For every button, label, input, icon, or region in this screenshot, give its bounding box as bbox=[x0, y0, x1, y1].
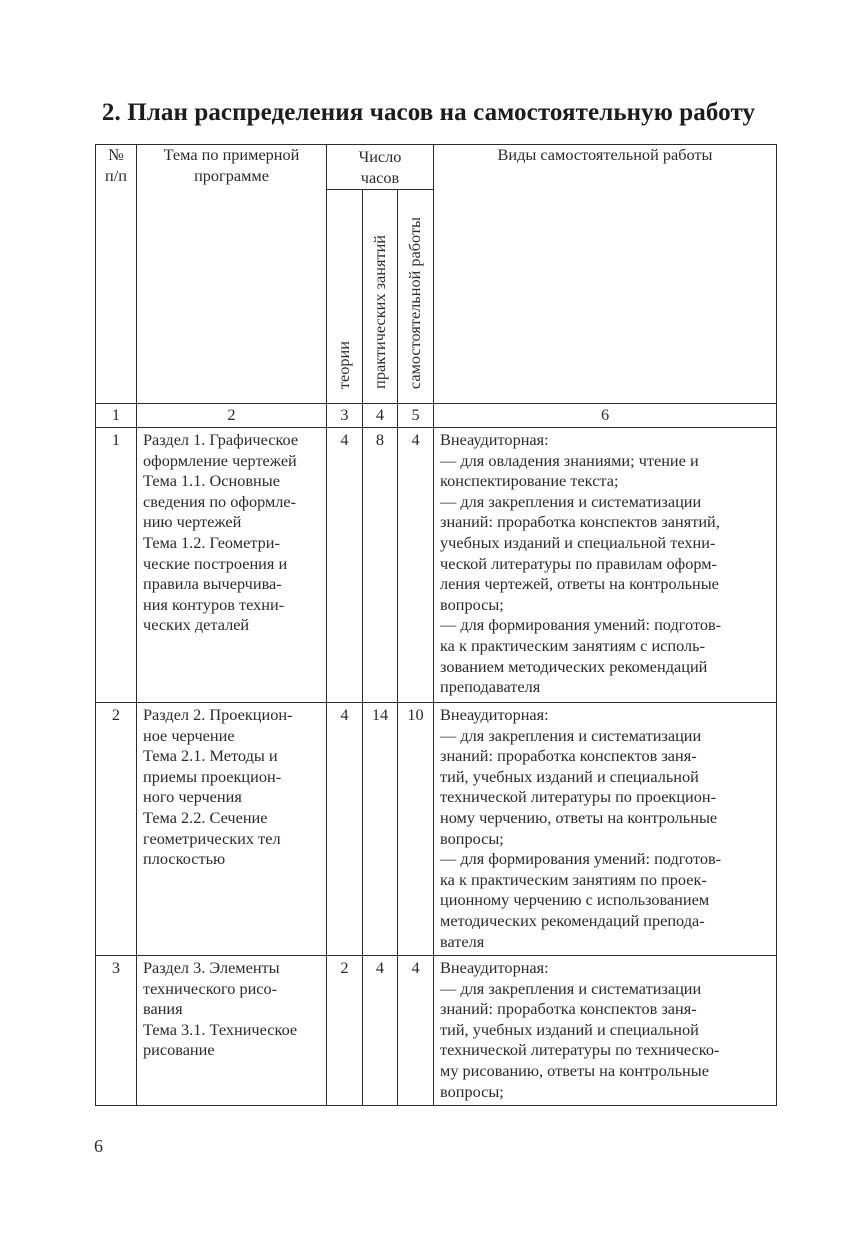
work-line: преподавателя bbox=[440, 677, 541, 697]
page-title: 2. План распределения часов на самостоятельную работу bbox=[101, 99, 756, 126]
header-hours-practice bbox=[363, 190, 398, 404]
topic-line: рисование bbox=[143, 1040, 215, 1060]
topic-line: Тема 3.1. Техническое bbox=[143, 1019, 298, 1039]
row-work-types bbox=[434, 956, 777, 1106]
hours-practice: 14 bbox=[363, 703, 398, 956]
topic-line: Тема 2.1. Методы и bbox=[143, 746, 278, 766]
topic-line: оформление чертежей bbox=[143, 450, 297, 470]
hours-practice: 4 bbox=[363, 956, 398, 1106]
column-number: 2 bbox=[137, 404, 327, 428]
header-topic bbox=[137, 145, 327, 404]
header-hours-group bbox=[327, 145, 434, 190]
table-row bbox=[96, 703, 777, 956]
topic-line: вания bbox=[143, 999, 183, 1019]
column-number: 3 bbox=[327, 404, 363, 428]
row-work-types bbox=[434, 428, 777, 703]
work-line: знаний: проработка конспектов заня- bbox=[440, 999, 697, 1019]
topic-line: приемы проекцион- bbox=[143, 766, 282, 786]
work-line: ному черчению, ответы на контрольные bbox=[440, 807, 718, 827]
work-line: тий, учебных изданий и специальной bbox=[440, 1019, 699, 1039]
work-line: — для закрепления и систематизации bbox=[440, 725, 702, 745]
header-hours-line: Число bbox=[358, 147, 402, 166]
work-line: вопросы; bbox=[440, 594, 504, 614]
work-line: вопросы; bbox=[440, 828, 504, 848]
work-line: вателя bbox=[440, 931, 485, 951]
header-hours-theory bbox=[327, 190, 363, 404]
work-line: Внеаудиторная: bbox=[440, 430, 549, 449]
topic-line: ческие построения и bbox=[143, 553, 288, 573]
header-topic-line: программе bbox=[194, 165, 269, 185]
work-line: — для формирования умений: подготов- bbox=[440, 849, 722, 869]
work-line: зованием методических рекомендаций bbox=[440, 656, 708, 676]
work-line: — для овладения знаниями; чтение и bbox=[440, 450, 699, 470]
header-hours-practice-label: практических занятий bbox=[369, 235, 389, 389]
column-number: 4 bbox=[363, 404, 398, 428]
column-number: 6 bbox=[434, 404, 777, 428]
header-hours-self bbox=[398, 190, 434, 404]
header-number-line: № bbox=[108, 145, 124, 164]
topic-line: ного черчения bbox=[143, 787, 242, 807]
work-line: ка к практическим занятиям с исполь- bbox=[440, 635, 705, 655]
work-line: ционному черчению с использованием bbox=[440, 890, 710, 910]
table-row bbox=[96, 428, 777, 703]
row-topic bbox=[137, 428, 327, 703]
page-number: 6 bbox=[94, 1136, 103, 1156]
topic-line: Тема 1.2. Геометри- bbox=[143, 532, 280, 552]
topic-line: ния контуров техни- bbox=[143, 594, 285, 614]
hours-practice: 8 bbox=[363, 428, 398, 703]
work-line: учебных изданий и специальной техни- bbox=[440, 532, 716, 552]
topic-line: Тема 2.2. Сечение bbox=[143, 807, 268, 827]
header-hours-theory-label: теории bbox=[334, 340, 354, 389]
column-numbers-row bbox=[96, 404, 777, 428]
row-number: 3 bbox=[96, 956, 137, 1106]
work-line: методических рекомендаций препода- bbox=[440, 910, 705, 930]
header-number-line: п/п bbox=[105, 165, 127, 185]
topic-line: Раздел 3. Элементы bbox=[143, 958, 280, 977]
work-line: — для закрепления и систематизации bbox=[440, 978, 702, 998]
topic-line: Тема 1.1. Основные bbox=[143, 471, 280, 491]
work-line: — для закрепления и систематизации bbox=[440, 491, 702, 511]
row-topic bbox=[137, 956, 327, 1106]
work-line: ческой литературы по правилам оформ- bbox=[440, 553, 717, 573]
hours-self: 4 bbox=[398, 956, 434, 1106]
topic-line: сведения по оформле- bbox=[143, 491, 297, 511]
hours-theory: 4 bbox=[327, 703, 363, 956]
table-row bbox=[96, 956, 777, 1106]
work-line: тий, учебных изданий и специальной bbox=[440, 766, 699, 786]
work-line: му рисованию, ответы на контрольные bbox=[440, 1060, 709, 1080]
work-line: вопросы; bbox=[440, 1081, 504, 1101]
hours-self: 4 bbox=[398, 428, 434, 703]
row-number: 1 bbox=[96, 428, 137, 703]
topic-line: плоскостью bbox=[143, 849, 226, 869]
row-work-types bbox=[434, 703, 777, 956]
work-line: ления чертежей, ответы на контрольные bbox=[440, 574, 719, 594]
topic-line: ное черчение bbox=[143, 725, 235, 745]
row-number: 2 bbox=[96, 703, 137, 956]
row-topic bbox=[137, 703, 327, 956]
work-line: знаний: проработка конспектов заня- bbox=[440, 746, 697, 766]
topic-line: технического рисо- bbox=[143, 978, 278, 998]
work-line: — для формирования умений: подготов- bbox=[440, 615, 722, 635]
work-line: Внеаудиторная: bbox=[440, 958, 549, 977]
work-line: конспектирование текста; bbox=[440, 471, 619, 491]
work-line: знаний: проработка конспектов занятий, bbox=[440, 512, 720, 532]
header-number bbox=[96, 145, 137, 404]
topic-line: Раздел 2. Проекцион- bbox=[143, 705, 293, 724]
header-work-types: Виды самостоятельной работы bbox=[434, 145, 777, 404]
topic-line: Раздел 1. Графическое bbox=[143, 430, 299, 449]
header-hours-self-label: самостоятельной работы bbox=[405, 216, 425, 389]
topic-line: нию чертежей bbox=[143, 512, 242, 532]
work-line: Внеаудиторная: bbox=[440, 705, 549, 724]
hours-theory: 2 bbox=[327, 956, 363, 1106]
topic-line: геометрических тел bbox=[143, 828, 281, 848]
hours-theory: 4 bbox=[327, 428, 363, 703]
work-line: технической литературы по проекцион- bbox=[440, 787, 717, 807]
header-hours-line: часов bbox=[360, 167, 400, 187]
hours-self: 10 bbox=[398, 703, 434, 956]
topic-line: правила вычерчива- bbox=[143, 574, 282, 594]
work-line: ка к практическим занятиям по проек- bbox=[440, 869, 707, 889]
header-topic-line: Тема по примерной bbox=[163, 145, 300, 164]
work-line: технической литературы по техническо- bbox=[440, 1040, 720, 1060]
column-number: 1 bbox=[96, 404, 137, 428]
column-number: 5 bbox=[398, 404, 434, 428]
self-study-hours-table bbox=[95, 144, 777, 1106]
topic-line: ческих деталей bbox=[143, 615, 250, 635]
